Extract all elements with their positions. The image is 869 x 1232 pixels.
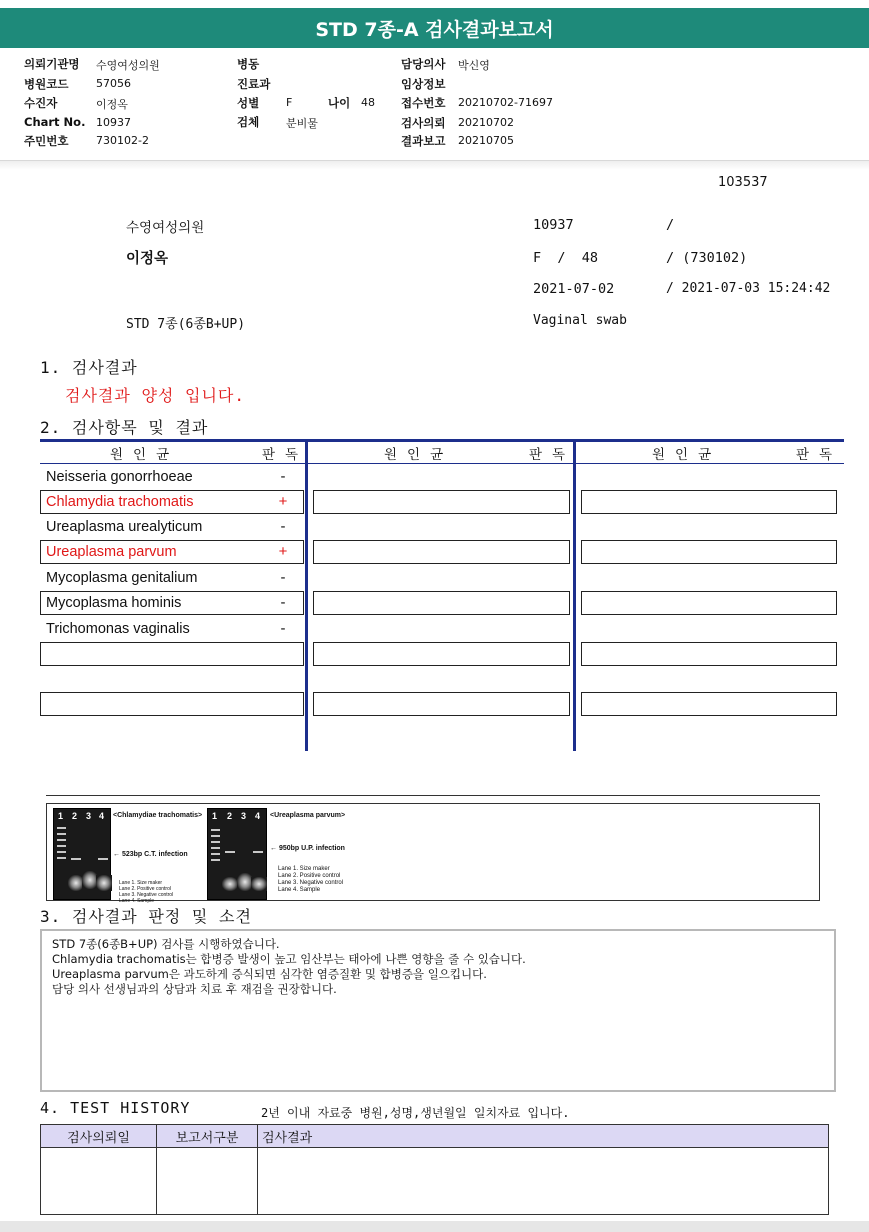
pathogen-result: -: [280, 569, 286, 586]
finding-line: 담당 의사 선생님과의 상담과 치료 후 재검을 권장합니다.: [52, 982, 337, 996]
bottom-bar: [0, 1221, 869, 1232]
pathogen-name: Chlamydia trachomatis: [46, 494, 194, 510]
row-box: [313, 642, 570, 666]
col1-result-header: 판독: [262, 447, 309, 463]
patient-value: 이정옥: [96, 98, 128, 111]
patient-label: 수진자: [24, 96, 58, 110]
gel-right: [207, 808, 267, 900]
institution-label: 의뢰기관명: [24, 57, 80, 71]
dept-label: 진료과: [237, 77, 271, 91]
pathogen-result: -: [280, 594, 286, 611]
row-box: [313, 490, 570, 514]
lane-number: 3: [86, 811, 92, 821]
history-note: 2년 이내 자료중 병원,성명,생년월일 일치자료 입니다.: [261, 1106, 570, 1120]
ladder-band: [57, 839, 66, 841]
row-box: [581, 642, 837, 666]
clinical-label: 임상정보: [401, 77, 446, 91]
gel-top-rule: [46, 795, 820, 796]
pathogen-name: Ureaplasma urealyticum: [46, 519, 203, 535]
summary-slash: /: [666, 217, 675, 233]
row-box: [581, 490, 837, 514]
history-cell: [258, 1148, 829, 1215]
row-box: [581, 540, 837, 564]
history-cell: [41, 1148, 157, 1215]
summary-specimen: Vaginal swab: [533, 313, 627, 328]
summary-patient: 이정옥: [126, 251, 169, 267]
gel-left: [53, 808, 111, 900]
pathogen-result: -: [280, 468, 286, 485]
lane-number: 4: [255, 811, 261, 821]
history-cell: [157, 1148, 258, 1215]
history-row: [41, 1148, 829, 1215]
rrn-value: 730102-2: [96, 134, 149, 147]
ladder-band: [57, 845, 66, 847]
request-label: 검사의뢰: [401, 116, 446, 130]
row-box: [40, 692, 304, 716]
primer-dimer: [251, 877, 267, 891]
col2-pathogen-header: 원인균: [384, 447, 454, 463]
sex-label: 성별: [237, 96, 260, 110]
history-header-request-date: 검사의뢰일: [41, 1125, 157, 1148]
gel-right-band-label: ← 950bp U.P. infection: [270, 845, 345, 852]
section2-title: 2. 검사항목 및 결과: [40, 418, 209, 437]
lane-number: 3: [241, 811, 247, 821]
gel-left-title: <Chlamydiae trachomatis>: [113, 812, 203, 819]
receipt-value: 20210702-71697: [458, 96, 553, 109]
summary-request-date: 2021-07-02: [533, 281, 615, 297]
section1-result: 검사결과 양성 입니다.: [65, 386, 246, 405]
finding-line: Chlamydia trachomatis는 합병증 발생이 높고 임산부는 태아에 나쁜 영향을 줄 수 있습니다.: [52, 952, 526, 966]
summary-report-datetime: / 2021-07-03 15:24:42: [666, 281, 831, 296]
pathogen-name: Mycoplasma hominis: [46, 595, 182, 611]
summary-rrn: / (730102): [666, 250, 748, 266]
ladder-band: [211, 859, 220, 861]
legend-line: Lane 4. Sample: [278, 887, 321, 893]
hospital-code-value: 57056: [96, 77, 131, 90]
row-box: [313, 591, 570, 615]
ladder-band: [57, 851, 66, 853]
pathogen-result: -: [280, 518, 286, 535]
primer-dimer: [222, 877, 238, 891]
ladder-band: [57, 857, 66, 859]
table-top-border: [40, 439, 844, 442]
history-header-report-type: 보고서구분: [157, 1125, 258, 1148]
finding-line: Ureaplasma parvum은 과도하게 증식되면 심각한 염증질환 및 합병증을 일으킵니다.: [52, 967, 487, 981]
legend-line: Lane 3. Negative control: [278, 880, 344, 886]
ward-label: 병동: [237, 57, 260, 71]
ladder-band: [57, 833, 66, 835]
pathogen-result: -: [280, 620, 286, 637]
legend-line: Lane 1. Size maker: [278, 866, 330, 872]
hospital-code-label: 병원코드: [24, 77, 69, 91]
row-box: [313, 692, 570, 716]
doctor-value: 박신영: [458, 59, 490, 72]
sex-value: F: [286, 96, 293, 109]
sample-band: [253, 851, 263, 853]
ladder-band: [57, 827, 66, 829]
gel-left-band-label: ← 523bp C.T. infection: [113, 851, 188, 858]
ladder-band: [211, 847, 220, 849]
findings-box: [40, 929, 836, 1092]
row-box: [40, 642, 304, 666]
section4-title: 4. TEST HISTORY: [40, 1099, 191, 1117]
institution-value: 수영여성의원: [96, 59, 160, 72]
sample-band: [71, 858, 81, 860]
ladder-band: [211, 835, 220, 837]
specimen-value: 분비물: [286, 117, 318, 130]
row-box: [313, 540, 570, 564]
chart-no-value: 10937: [96, 116, 131, 129]
section1-title: 1. 검사결과: [40, 358, 138, 377]
legend-line: Lane 2. Positive control: [119, 886, 171, 892]
pathogen-result: +: [278, 543, 288, 560]
table-header-border: [40, 463, 844, 464]
sample-band: [225, 851, 235, 853]
gel-image: [46, 803, 820, 904]
table-divider-1: [305, 439, 308, 751]
summary-institution: 수영여성의원: [126, 220, 205, 236]
table-divider-2: [573, 439, 576, 751]
history-header-result: 검사결과: [258, 1125, 829, 1148]
col3-pathogen-header: 원인균: [652, 447, 722, 463]
report-title: STD 7종-A 검사결과보고서: [0, 8, 869, 48]
header-info: [0, 0, 869, 160]
pathogen-name: Ureaplasma parvum: [46, 544, 177, 560]
lane-number: 1: [58, 811, 64, 821]
gel-right-title: <Ureaplasma parvum>: [270, 812, 346, 819]
finding-line: STD 7종(6종B+UP) 검사를 시행하였습니다.: [52, 937, 280, 951]
lane-number: 4: [99, 811, 105, 821]
legend-line: Lane 2. Positive control: [278, 873, 341, 879]
ladder-band: [211, 829, 220, 831]
primer-dimer: [96, 875, 112, 891]
sample-band: [98, 858, 108, 860]
pathogen-name: Neisseria gonorrhoeae: [46, 469, 193, 485]
summary-chart-no: 10937: [533, 217, 574, 233]
legend-line: Lane 4. Sample: [119, 898, 155, 904]
age-label: 나이: [328, 96, 351, 110]
pathogen-name: Trichomonas vaginalis: [46, 621, 190, 637]
specimen-label: 검체: [237, 115, 260, 129]
lane-number: 2: [227, 811, 233, 821]
col2-result-header: 판독: [529, 447, 576, 463]
report-label: 결과보고: [401, 134, 446, 148]
lane-number: 2: [72, 811, 78, 821]
section3-title: 3. 검사결과 판정 및 소견: [40, 907, 252, 926]
request-value: 20210702: [458, 116, 514, 129]
col1-pathogen-header: 원인균: [110, 447, 180, 463]
summary-test-name: STD 7종(6종B+UP): [126, 317, 246, 332]
lane-number: 1: [212, 811, 218, 821]
chart-no-label: Chart No.: [24, 115, 86, 129]
gel-left-legend: [119, 880, 173, 904]
history-table: [40, 1124, 829, 1215]
ladder-band: [211, 841, 220, 843]
pathogen-result: +: [278, 493, 288, 510]
legend-line: Lane 1. Size maker: [119, 880, 163, 886]
doctor-label: 담당의사: [401, 57, 446, 71]
rrn-label: 주민번호: [24, 134, 69, 148]
report-id: 103537: [718, 175, 768, 190]
report-value: 20210705: [458, 134, 514, 147]
legend-line: Lane 3. Negative control: [119, 892, 174, 898]
receipt-label: 접수번호: [401, 96, 446, 110]
col3-result-header: 판독: [796, 447, 843, 463]
header-separator: [0, 160, 869, 170]
ladder-band: [211, 853, 220, 855]
age-value: 48: [361, 96, 375, 109]
gel-right-legend: [278, 866, 343, 894]
summary-sex-age: F / 48: [533, 250, 599, 266]
row-box: [581, 692, 837, 716]
pathogen-name: Mycoplasma genitalium: [46, 570, 198, 586]
row-box: [581, 591, 837, 615]
